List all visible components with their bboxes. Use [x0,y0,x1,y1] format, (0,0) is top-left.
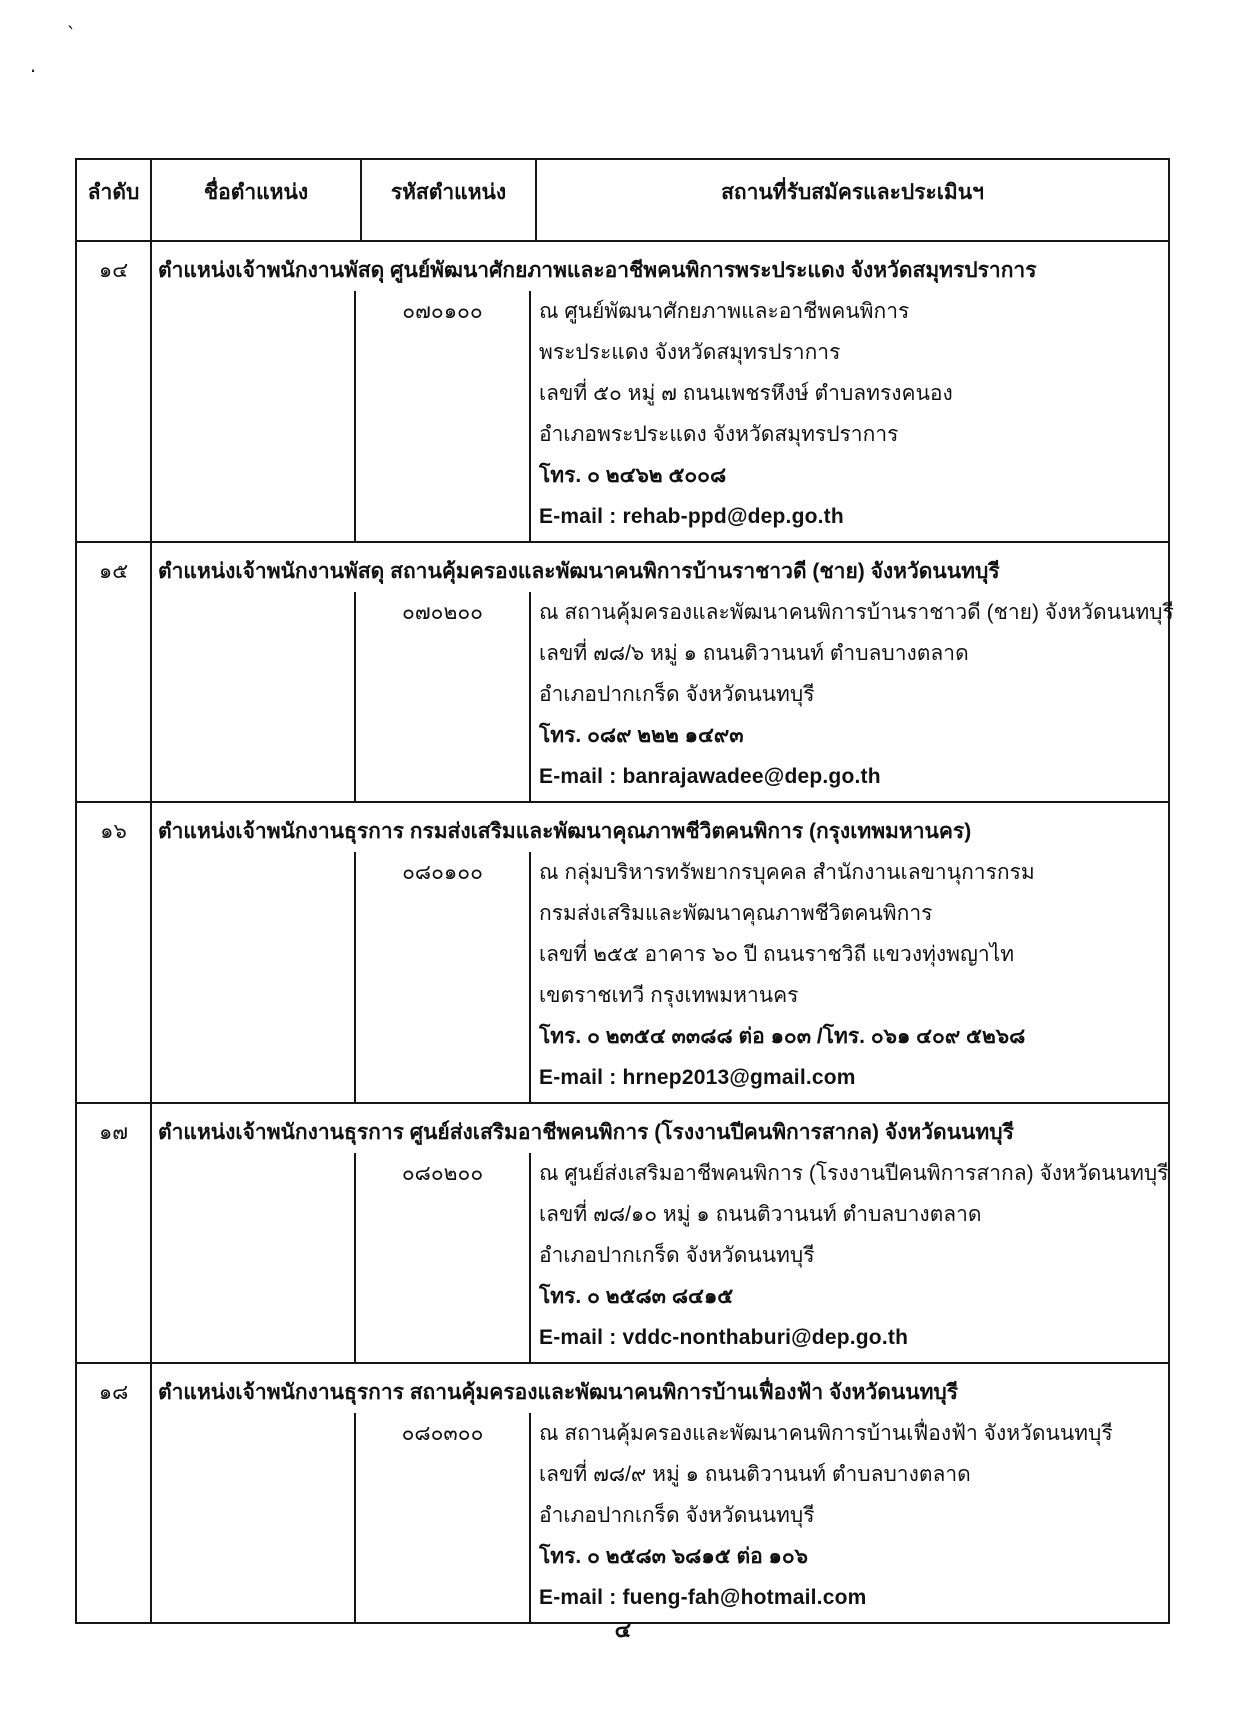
phone-line: โทร. ๐ ๒๔๖๒ ๕๐๐๘ [539,464,727,487]
scan-artifact-tick: ` [64,21,76,48]
location-line: ณ ศูนย์พัฒนาศักยภาพและอาชีพคนพิการ [539,300,910,323]
scan-artifact-dot: . [30,52,37,77]
email-line: E-mail : hrnep2013@gmail.com [539,1066,856,1089]
position-code: ๐๘๐๓๐๐ [356,1413,531,1622]
location-line: เลขที่ ๗๘/๑๐ หมู่ ๑ ถนนติวานนท์ ตำบลบางตลาด [539,1203,982,1226]
location-cell [531,1153,1172,1362]
empty-position-cell [152,592,356,801]
location-cell [531,592,1178,801]
empty-position-cell [152,852,356,1102]
location-cell [531,291,1168,541]
location-line: เลขที่ ๒๕๕ อาคาร ๖๐ ปี ถนนราชวิถี แขวงทุ่งพญาไท [539,943,1015,966]
location-line: ณ สถานคุ้มครองและพัฒนาคนพิการบ้านเฟื่องฟ้า จังหวัดนนทบุรี [539,1422,1113,1445]
location-line: พระประแดง จังหวัดสมุทรปราการ [539,341,841,364]
empty-position-cell [152,1153,356,1362]
table-row [77,803,1168,1104]
position-title: ตำแหน่งเจ้าพนักงานพัสดุ สถานคุ้มครองและพัฒนาคนพิการบ้านราชาวดี (ชาย) จังหวัดนนทบุรี [158,560,1000,583]
location-cell [531,1413,1168,1622]
email-line: E-mail : rehab-ppd@dep.go.th [539,505,844,528]
position-title: ตำแหน่งเจ้าพนักงานธุรการ กรมส่งเสริมและพัฒนาคุณภาพชีวิตคนพิการ (กรุงเทพมหานคร) [158,820,972,843]
location-line: ณ สถานคุ้มครองและพัฒนาคนพิการบ้านราชาวดี (ชาย) จังหวัดนนทบุรี [539,601,1174,624]
location-line: อำเภอปากเกร็ด จังหวัดนนทบุรี [539,1244,815,1267]
header-position: ชื่อตำแหน่ง [152,160,362,240]
location-cell [531,852,1168,1102]
header-location: สถานที่รับสมัครและประเมินฯ [721,181,984,204]
table-row [77,1104,1168,1364]
location-line: เลขที่ ๕๐ หมู่ ๗ ถนนเพชรหึงษ์ ตำบลทรงคนอง [539,382,953,405]
phone-line: โทร. ๐๘๙ ๒๒๒ ๑๔๙๓ [539,724,744,747]
location-line: กรมส่งเสริมและพัฒนาคุณภาพชีวิตคนพิการ [539,902,933,925]
location-line: ณ ศูนย์ส่งเสริมอาชีพคนพิการ (โรงงานปีคนพิการสากล) จังหวัดนนทบุรี [539,1162,1169,1185]
row-number: ๑๘ [77,1364,152,1622]
header-no: ลำดับ [77,160,152,240]
positions-table [75,158,1174,1624]
empty-position-cell [152,1413,356,1622]
location-line: อำเภอปากเกร็ด จังหวัดนนทบุรี [539,683,815,706]
row-number: ๑๖ [77,803,152,1102]
email-line: E-mail : vddc-nonthaburi@dep.go.th [539,1326,909,1349]
row-number: ๑๗ [77,1104,152,1362]
empty-position-cell [152,291,356,541]
location-line: เขตราชเทวี กรุงเทพมหานคร [539,984,799,1007]
position-code: ๐๗๐๑๐๐ [356,291,531,541]
row-number: ๑๔ [77,242,152,541]
position-code: ๐๗๐๒๐๐ [356,592,531,801]
table-row [77,242,1168,543]
email-line: E-mail : banrajawadee@dep.go.th [539,765,881,788]
header-code: รหัสตำแหน่ง [362,160,537,240]
position-title: ตำแหน่งเจ้าพนักงานธุรการ สถานคุ้มครองและพัฒนาคนพิการบ้านเฟื่องฟ้า จังหวัดนนทบุรี [158,1381,959,1404]
table-header-row [77,160,1168,242]
table-row [77,1364,1168,1622]
page-number: ๔ [614,1617,632,1642]
phone-line: โทร. ๐ ๒๓๕๔ ๓๓๘๘ ต่อ ๑๐๓ /โทร. ๐๖๑ ๔๐๙ ๕๒๖๘ [539,1025,1026,1048]
position-code: ๐๘๐๑๐๐ [356,852,531,1102]
location-line: อำเภอพระประแดง จังหวัดสมุทรปราการ [539,423,899,446]
position-code: ๐๘๐๒๐๐ [356,1153,531,1362]
row-number: ๑๕ [77,543,152,801]
position-title: ตำแหน่งเจ้าพนักงานพัสดุ ศูนย์พัฒนาศักยภาพและอาชีพคนพิการพระประแดง จังหวัดสมุทรปราการ [158,259,1037,282]
phone-line: โทร. ๐ ๒๕๘๓ ๖๘๑๕ ต่อ ๑๐๖ [539,1545,809,1568]
position-title: ตำแหน่งเจ้าพนักงานธุรการ ศูนย์ส่งเสริมอาชีพคนพิการ (โรงงานปีคนพิการสากล) จังหวัดนนทบุรี [158,1121,1014,1144]
table-row [77,543,1174,803]
location-line: เลขที่ ๗๘/๖ หมู่ ๑ ถนนติวานนท์ ตำบลบางตลาด [539,642,969,665]
phone-line: โทร. ๐ ๒๕๘๓ ๘๔๑๕ [539,1285,734,1308]
location-line: อำเภอปากเกร็ด จังหวัดนนทบุรี [539,1504,815,1527]
location-line: ณ กลุ่มบริหารทรัพยากรบุคคล สำนักงานเลขานุการกรม [539,861,1035,884]
location-line: เลขที่ ๗๘/๙ หมู่ ๑ ถนนติวานนท์ ตำบลบางตลาด [539,1463,971,1486]
email-line: E-mail : fueng-fah@hotmail.com [539,1586,867,1609]
